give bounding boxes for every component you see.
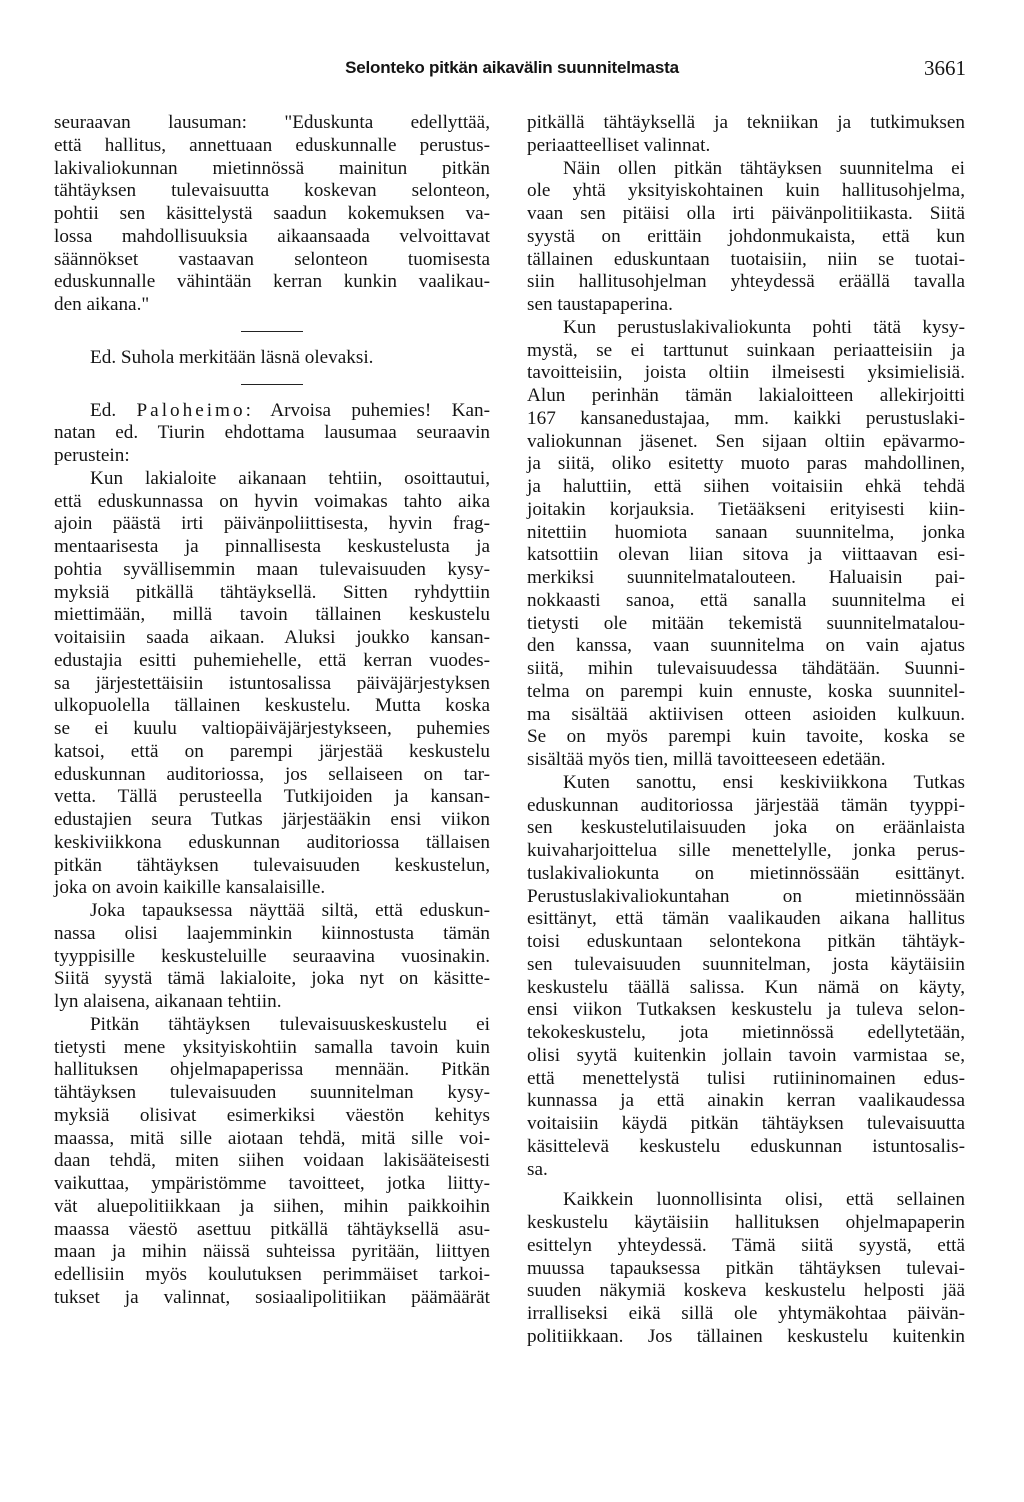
text-line: telma on parempi kuin ennuste, koska suunnitel- [527, 680, 965, 702]
text-line: Pitkän tähtäyksen tulevaisuuskeskustelu ei [90, 1013, 490, 1035]
text-line: vaikuttaa, ympäristömme tavoitteet, jotka liitty- [54, 1173, 490, 1194]
text-line: voitaisiin käydä pitkän tähtäyksen tulevaisuutta [527, 1113, 965, 1134]
text-line: Kuten sanottu, ensi keskiviikkona Tutkas [563, 771, 965, 793]
text-line: ja siitä, oliko esitetty muoto paras mahdollinen, [527, 453, 965, 475]
text-line: hallituksen ohjelmapaperissa mennään. Pitkän [54, 1059, 490, 1081]
right-column [527, 112, 965, 1349]
divider-rule [241, 331, 303, 332]
text-line: politiikkaan. Jos tällainen keskustelu kuitenkin [527, 1325, 965, 1347]
text-line: se ei kuulu valtiopäiväjärjestykseen, puhemies [54, 718, 490, 739]
text-line: sen keskustelutilaisuuden joka on eräänlaista [527, 817, 965, 839]
text-line: den aikana." [54, 294, 150, 315]
section-divider [54, 370, 490, 400]
text-line: Kun lakialoite aikanaan tehtiin, osoittautui, [90, 467, 490, 489]
text-line: siitä, mihin tulevaisuudessa tähdätään. Suunni- [527, 658, 965, 679]
text-line: joitakin korjauksia. Tietääkseni erityisesti kiin- [527, 498, 965, 520]
paragraph [54, 347, 490, 370]
text-line: tavoitteisiin, joista oltiin ilmeisesti yksimielisiä. [527, 362, 965, 384]
text-line: toisi eduskuntaan selontekona pitkän tähtäyk- [527, 931, 965, 952]
text-line: miettimään, millä tavoin tällainen keskustelu [54, 604, 490, 626]
speaker-name: Paloheimo [136, 399, 246, 421]
text-line: eduskunnan auditoriossa, jos sellaiseen on tar- [54, 763, 490, 785]
text-line: kuivaharjoittelua sille menettelylle, jonka perus- [527, 840, 965, 861]
text-line: tukset ja valinnat, sosiaalipolitiikan päämäärät [54, 1286, 490, 1308]
text-line: Näin ollen pitkän tähtäyksen suunnitelma ei [563, 157, 965, 179]
text-line: katsoi, että on parempi järjestää keskustelu [54, 740, 490, 762]
text-line: eduskunnalle vähintään kerran kunkin vaalikau- [54, 271, 490, 293]
running-title: Selonteko pitkän aikavälin suunnitelmasta [345, 58, 679, 77]
text-line: perustein: [54, 445, 130, 466]
text-line: joka on avoin kaikille kansalaisille. [54, 877, 326, 899]
text-line: tietysti ole mitään tekemistä suunnitelmatalou- [527, 612, 965, 634]
text-line: myksiä pitkällä tähtäyksellä. Sitten ryhdyttiin [54, 581, 490, 603]
text-line: pohtia syvällisemmin maan tulevaisuuden kysy- [54, 558, 490, 580]
text-line: keskustelu täällä salissa. Kun nämä on käyty, [527, 976, 965, 998]
text-line: daan tehdä, miten siihen voidaan lakisääteisesti [54, 1150, 490, 1172]
text-line: 167 kansanedustajaa, mm. kaikki perustuslaki- [527, 407, 965, 429]
text-line: suuden näkymiä koskeva keskustelu helposti jää [527, 1280, 965, 1302]
text-line: pitkän tähtäyksen tulevaisuuden keskustelun, [54, 854, 490, 876]
text-line: syystä on erittäin johdonmukaista, että kun [527, 225, 965, 247]
paragraph [527, 112, 965, 158]
text-line: keskiviikkona eduskunnan auditoriossa tällaisen [54, 831, 490, 853]
paragraph [527, 158, 965, 317]
text-line: merkiksi suunnitelmatalouteen. Haluaisin pai- [527, 567, 965, 588]
speaker-text: : Arvoisa puhemies! Kan- [245, 399, 490, 421]
section-divider [54, 317, 490, 347]
text-line: muussa tapauksessa pitkän tähtäyksen tulevai- [527, 1257, 965, 1279]
text-line: nokkaasti sanoa, että sanalla suunnitelma ei [527, 589, 965, 611]
paragraph-gap [527, 1181, 965, 1189]
paragraph [527, 1189, 965, 1348]
text-line: että eduskunnassa on hyvin voimakas tahto aika [54, 490, 490, 512]
text-line: ole yhtä yksityiskohtainen kuin hallitusohjelma, [527, 180, 965, 202]
text-line: kunnassa ja että ainakin kerran vaalikaudessa [527, 1090, 965, 1112]
paragraph [527, 317, 965, 772]
text-line: den kanssa, vaan suunnitelma on vain ajatus [527, 635, 965, 657]
text-line: esittelyn yhteydessä. Tämä siitä syystä, että [527, 1234, 965, 1256]
text-line: sa järjestettäisiin istuntosalissa päiväjärjestyksen [54, 672, 490, 694]
paragraph [527, 772, 965, 1182]
text-line: maassa väestö asettuu pitkällä tähtäyksellä asu- [54, 1218, 490, 1240]
text-line: olisi syytä kuitenkin jollain tavoin varmistaa se, [527, 1044, 965, 1066]
text-line: tähtäyksen tulevaisuutta koskevan selonteon, [54, 180, 490, 202]
paragraph [54, 112, 490, 317]
paragraph [54, 900, 490, 1014]
text-line: sa. [527, 1158, 548, 1180]
text-line: nassa olisi laajemminkin kiinnostusta tämän [54, 922, 490, 944]
text-line: nitettiin huomiota sanaan suunnitelma, jonka [527, 521, 965, 543]
text-line: Se on myös parempi kuin tavoite, koska se [527, 726, 965, 748]
text-line: Kun perustuslakivaliokunta pohti tätä kysy- [563, 316, 965, 338]
text-line: tietysti mene yksityiskohtiin samalla tavoin kuin [54, 1036, 490, 1058]
text-line: natan ed. Tiurin ehdottama lausumaa seuraavin [54, 422, 490, 444]
text-line: Siitä syystä tämä lakialoite, joka nyt on käsitte- [54, 968, 490, 990]
text-line: ma sisältää aktiivisen otteen asioiden kulkuun. [527, 703, 965, 725]
text-line: Ed. Suhola merkitään läsnä olevaksi. [90, 346, 374, 368]
text-line: pitkällä tähtäyksellä ja tekniikan ja tutkimuksen [527, 112, 965, 133]
text-line: siin hallitusohjelman yhteydessä eräällä tavalla [527, 271, 965, 293]
text-line: ja haluttiin, että siihen voitaisiin ehkä tehdä [527, 476, 965, 497]
text-line: maan ja mihin näissä suhteissa pyritään, liittyen [54, 1241, 490, 1263]
text-line: valiokunnan jäsenet. Sen sijaan oltiin epävarmo- [527, 430, 965, 452]
text-line: mystä, se ei tarttunut suinkaan periaatteisiin ja [527, 339, 965, 361]
left-column [54, 112, 490, 1310]
text-line: esittänyt, että tämän vaalikauden aikana hallitus [527, 908, 965, 930]
speaker-paragraph [54, 400, 490, 468]
text-line: että hallitus, annettuaan eduskunnalle perustus- [54, 134, 490, 156]
text-line: Kaikkein luonnollisinta olisi, että sellainen [563, 1189, 965, 1211]
text-line: tekokeskustelu, jota mietinnössä edellytetään, [527, 1022, 965, 1043]
text-line: tyyppisille keskusteluille seuraavina vuosinakin. [54, 945, 490, 967]
text-line: periaatteelliset valinnat. [527, 134, 711, 156]
text-line: edellisiin myös koulutuksen perimmäiset tarkoi- [54, 1264, 490, 1285]
text-line: säännökset vastaavan selonteon tuomisesta [54, 248, 490, 270]
speaker-prefix: Ed. [90, 399, 117, 421]
speaker-line [54, 400, 490, 423]
text-line: tällainen eduskuntaan tuotaisiin, niin se tuotai- [527, 248, 965, 270]
text-line: mentaarisesta ja pinnallisesta keskustelusta ja [54, 536, 490, 557]
paragraph [54, 1014, 490, 1310]
text-line: voitaisiin saada aikaan. Aluksi joukko kansan- [54, 627, 490, 648]
text-line: että menettelystä tulisi rutiininomainen edus- [527, 1067, 965, 1089]
text-line: käsittelevä keskustelu eduskunnan istuntosalis- [527, 1135, 965, 1157]
text-line: vät aluepolitiikkaan ja siihen, mihin paikkoihin [54, 1195, 490, 1217]
text-line: irralliseksi eikä sillä ole yhtymäkohtaa päivän- [527, 1303, 965, 1324]
text-line: myksiä olisivat esimerkiksi väestön kehitys [54, 1104, 490, 1126]
text-line: eduskunnan auditoriossa järjestää tämän tyyppi- [527, 794, 965, 816]
paragraph [54, 422, 490, 468]
text-line: ajoin päästä irti päivänpoliittisesta, hyvin frag- [54, 513, 490, 535]
text-line: maassa, mitä sille aiotaan tehdä, mitä sille voi- [54, 1127, 490, 1149]
text-line: Alun perinhän tämän lakialoitteen allekirjoitti [527, 385, 965, 406]
text-line: keskustelu käytäisiin hallituksen ohjelmapaperin [527, 1212, 965, 1233]
text-line: vetta. Tällä perusteella Tutkijoiden ja kansan- [54, 786, 490, 808]
text-line: lyn alaisena, aikanaan tehtiin. [54, 991, 282, 1012]
text-line: edustajien seura Tutkas järjestääkin ensi viikon [54, 809, 490, 830]
text-line: seuraavan lausuman: "Eduskunta edellyttää, [54, 112, 490, 133]
text-line: pohtii sen käsittelystä saadun kokemuksen va- [54, 203, 490, 224]
text-line: sisältää myös tien, millä tavoitteeseen edetään. [527, 749, 886, 770]
text-line: tuslakivaliokunta on mietinnössään esittänyt. [527, 862, 965, 884]
text-line: sen tulevaisuuden suunnitelman, josta käytäisiin [527, 953, 965, 975]
text-line: lakivaliokunnan mietinnössä mainitun pitkän [54, 157, 490, 179]
text-line: Joka tapauksessa näyttää siltä, että eduskun- [90, 900, 490, 921]
paragraph [54, 468, 490, 900]
text-line: katsottiin olevan liian sitova ja viittaavan esi- [527, 544, 965, 566]
page-number: 3661 [924, 56, 966, 80]
text-line: Perustuslakivaliokuntahan on mietinnössään [527, 885, 965, 907]
text-line: lossa mahdollisuuksia aikaansaada velvoittavat [54, 225, 490, 247]
text-line: ensi viikon Tutkaksen keskustelu ja tuleva selon- [527, 999, 965, 1021]
text-line: ulkopuolella tällainen keskustelu. Mutta koska [54, 695, 490, 717]
divider-rule [241, 384, 303, 385]
text-line: tähtäyksen tulevaisuuden suunnitelman kysy- [54, 1082, 490, 1103]
text-line: sen taustapaperina. [527, 294, 673, 315]
text-line: vaan sen pitäisi olla irti päivänpolitiikasta. Siitä [527, 203, 965, 224]
text-line: edustajia esitti puhemiehelle, että kerran vuodes- [54, 649, 490, 671]
